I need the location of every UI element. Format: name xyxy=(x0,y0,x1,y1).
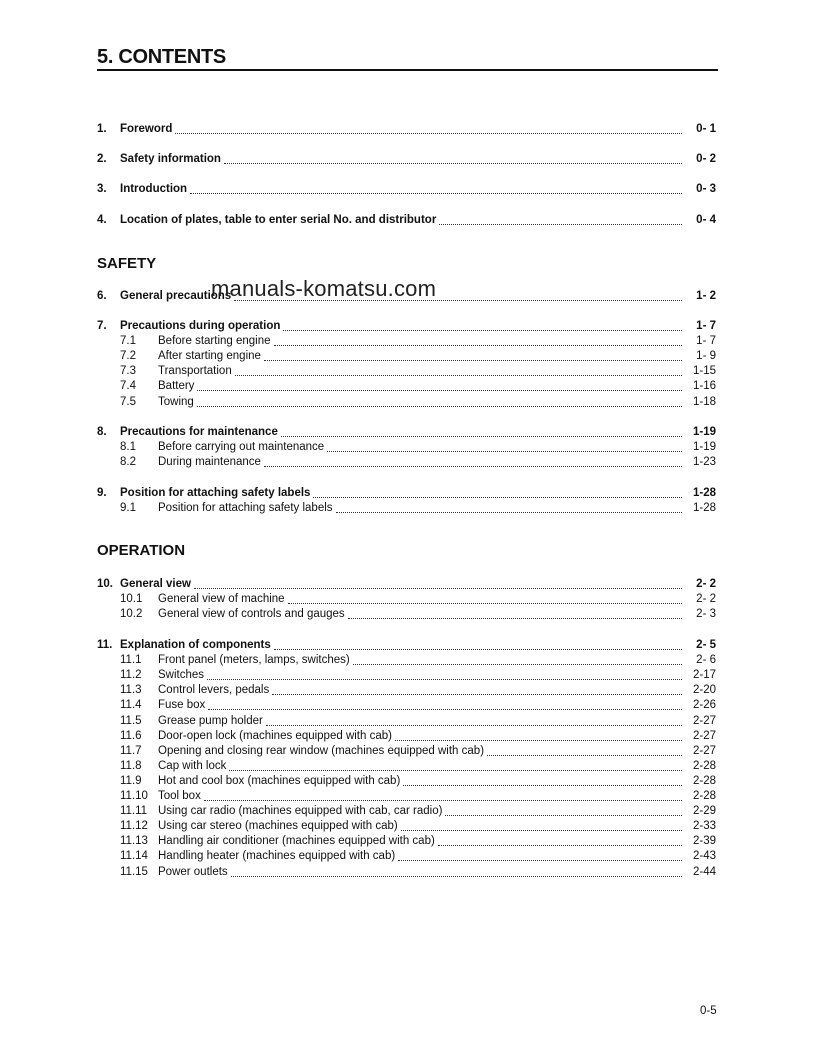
dot-leader xyxy=(398,860,682,861)
entry-page: 2-20 xyxy=(692,684,716,697)
entry-label: Handling heater (machines equipped with cab) xyxy=(158,850,396,863)
toc-entry[interactable] xyxy=(97,849,716,864)
dot-leader xyxy=(264,360,682,361)
entry-label: General view xyxy=(120,578,191,590)
entry-label: Location of plates, table to enter serial No. and distributor xyxy=(120,214,437,226)
entry-label: Transportation xyxy=(158,365,232,378)
entry-label: Using car radio (machines equipped with cab, car radio) xyxy=(158,805,443,818)
dot-leader xyxy=(274,345,682,346)
dot-leader xyxy=(336,512,682,513)
entry-label: Door-open lock (machines equipped with cab) xyxy=(158,729,392,742)
entry-label: Position for attaching safety labels xyxy=(158,502,333,515)
entry-page: 2-29 xyxy=(692,805,716,818)
toc-entry[interactable] xyxy=(97,213,716,228)
entry-page: 2-27 xyxy=(692,729,716,742)
entry-label: Handling air conditioner (machines equipped with cab) xyxy=(158,835,435,848)
toc-entry[interactable] xyxy=(97,729,716,744)
dot-leader xyxy=(264,466,682,467)
entry-label: General view of controls and gauges xyxy=(158,608,345,621)
entry-page: 1- 2 xyxy=(696,290,716,302)
entry-page: 1-16 xyxy=(692,380,716,393)
toc-entry[interactable] xyxy=(97,319,716,334)
entry-page: 2-27 xyxy=(692,744,716,757)
dot-leader xyxy=(487,755,682,756)
entry-page: 1-18 xyxy=(692,395,716,408)
entry-label: Grease pump holder xyxy=(158,714,263,727)
toc-entry[interactable] xyxy=(97,865,716,880)
dot-leader xyxy=(348,618,682,619)
entry-number: 8.1 xyxy=(120,441,136,454)
toc-entry[interactable] xyxy=(97,683,716,698)
entry-label: Fuse box xyxy=(158,699,206,712)
entry-label: General precautions xyxy=(120,290,232,302)
toc-entry[interactable] xyxy=(97,440,716,455)
toc-entry[interactable] xyxy=(97,122,716,137)
toc-entry[interactable] xyxy=(97,334,716,349)
dot-leader xyxy=(439,224,682,225)
entry-number: 7. xyxy=(97,320,107,332)
entry-label: Safety information xyxy=(120,153,221,165)
dot-leader xyxy=(266,725,682,726)
dot-leader xyxy=(208,709,682,710)
dot-leader xyxy=(353,664,682,665)
dot-leader xyxy=(281,436,682,437)
entry-label: Explanation of components xyxy=(120,639,271,651)
toc-entry[interactable] xyxy=(97,653,716,668)
dot-leader xyxy=(190,193,682,194)
toc-entry[interactable] xyxy=(97,577,716,592)
watermark: manuals-komatsu.com xyxy=(211,276,437,301)
entry-label: Using car stereo (machines equipped with cab) xyxy=(158,820,398,833)
entry-label: Precautions during operation xyxy=(120,320,281,332)
entry-number: 11.14 xyxy=(120,850,148,863)
entry-page: 0- 3 xyxy=(696,183,716,195)
entry-number: 7.1 xyxy=(120,335,136,348)
entry-number: 10. xyxy=(97,578,113,590)
dot-leader xyxy=(313,497,682,498)
entry-number: 11.3 xyxy=(120,684,142,697)
entry-page: 2- 5 xyxy=(696,639,716,651)
entry-page: 1- 7 xyxy=(696,335,716,348)
dot-leader xyxy=(395,740,682,741)
toc-entry[interactable] xyxy=(97,789,716,804)
entry-number: 7.4 xyxy=(120,380,136,393)
toc-entry[interactable] xyxy=(97,759,716,774)
entry-label: Introduction xyxy=(120,183,188,195)
entry-page: 2- 6 xyxy=(696,654,716,667)
dot-leader xyxy=(194,588,682,589)
dot-leader xyxy=(229,770,682,771)
dot-leader xyxy=(438,845,682,846)
toc-entry[interactable] xyxy=(97,592,716,607)
toc-entry[interactable] xyxy=(97,425,716,440)
toc-entry[interactable] xyxy=(97,638,716,653)
entry-label: Towing xyxy=(158,395,194,408)
toc-entry[interactable] xyxy=(97,819,716,834)
entry-page: 2-43 xyxy=(692,850,716,863)
entry-number: 8.2 xyxy=(120,456,136,469)
entry-page: 0- 4 xyxy=(696,214,716,226)
page-title: 5. CONTENTS xyxy=(97,46,226,68)
entry-label: Before starting engine xyxy=(158,335,271,348)
toc-entry[interactable] xyxy=(97,455,716,470)
entry-number: 11.11 xyxy=(120,805,148,818)
entry-page: 2- 3 xyxy=(696,608,716,621)
entry-label: Tool box xyxy=(158,790,201,802)
entry-number: 9.1 xyxy=(120,502,136,515)
entry-number: 11.4 xyxy=(120,699,142,712)
entry-label: Cap with lock xyxy=(158,759,227,772)
entry-page: 2- 2 xyxy=(696,578,716,590)
dot-leader xyxy=(175,133,682,134)
entry-label: Switches xyxy=(158,669,205,682)
entry-page: 1-28 xyxy=(692,487,716,499)
toc-entry[interactable] xyxy=(97,364,716,379)
entry-page: 1-19 xyxy=(692,441,716,454)
entry-page: 2-27 xyxy=(692,714,716,727)
entry-number: 11.12 xyxy=(120,820,148,833)
entry-number: 8. xyxy=(97,426,107,438)
entry-number: 11.13 xyxy=(120,835,148,848)
entry-label: Foreword xyxy=(120,123,173,135)
entry-page: 2-28 xyxy=(692,774,716,787)
entry-number: 11.10 xyxy=(120,790,148,802)
entry-label: Front panel (meters, lamps, switches) xyxy=(158,654,350,667)
entry-number: 2. xyxy=(97,153,107,165)
entry-label: Hot and cool box (machines equipped with cab) xyxy=(158,774,401,787)
entry-number: 10.1 xyxy=(120,593,143,606)
toc-entry[interactable] xyxy=(97,698,716,713)
dot-leader xyxy=(283,330,682,331)
section-heading: SAFETY xyxy=(97,255,157,272)
entry-number: 11.8 xyxy=(120,759,142,772)
entry-page: 2-28 xyxy=(692,759,716,772)
entry-number: 11.6 xyxy=(120,729,142,742)
entry-page: 2-39 xyxy=(692,835,716,848)
page-number: 0-5 xyxy=(700,1005,717,1017)
entry-page: 1-28 xyxy=(692,502,716,515)
entry-label: Before carrying out maintenance xyxy=(158,441,325,454)
entry-number: 11.15 xyxy=(120,865,148,878)
dot-leader xyxy=(224,163,682,164)
toc-entry[interactable] xyxy=(97,349,716,364)
toc-entry[interactable] xyxy=(97,607,716,622)
section-heading: OPERATION xyxy=(97,542,186,559)
entry-page: 2-28 xyxy=(692,790,716,802)
entry-label: General view of machine xyxy=(158,593,285,606)
dot-leader xyxy=(327,451,682,452)
entry-number: 11.1 xyxy=(120,654,142,667)
entry-label: Opening and closing rear window (machines equipped with cab) xyxy=(158,744,485,757)
dot-leader xyxy=(445,815,682,816)
entry-page: 2-44 xyxy=(692,865,716,878)
dot-leader xyxy=(231,876,682,877)
entry-page: 1-15 xyxy=(692,365,716,378)
dot-leader xyxy=(235,375,682,376)
toc-entry[interactable] xyxy=(97,714,716,729)
entry-page: 0- 1 xyxy=(696,123,716,135)
entry-number: 11.9 xyxy=(120,774,142,787)
entry-number: 9. xyxy=(97,487,107,499)
entry-number: 7.2 xyxy=(120,350,136,363)
entry-number: 11.2 xyxy=(120,669,142,682)
toc-entry[interactable] xyxy=(97,834,716,849)
entry-page: 1-23 xyxy=(692,456,716,469)
toc-entry[interactable] xyxy=(97,804,716,819)
entry-number: 11.5 xyxy=(120,714,142,727)
dot-leader xyxy=(272,694,682,695)
dot-leader xyxy=(403,785,682,786)
entry-page: 2-33 xyxy=(692,820,716,833)
entry-label: Power outlets xyxy=(158,865,228,878)
dot-leader xyxy=(204,800,682,801)
toc-entry[interactable] xyxy=(97,152,716,167)
entry-label: Battery xyxy=(158,380,195,393)
entry-number: 11.7 xyxy=(120,744,142,757)
entry-number: 7.3 xyxy=(120,365,136,378)
toc-entry[interactable] xyxy=(97,486,716,501)
entry-label: Control levers, pedals xyxy=(158,684,270,697)
toc-entry[interactable] xyxy=(97,379,716,394)
toc-entry[interactable] xyxy=(97,744,716,759)
entry-page: 1- 9 xyxy=(696,350,716,363)
title-rule xyxy=(97,69,718,71)
dot-leader xyxy=(274,649,682,650)
dot-leader xyxy=(197,390,682,391)
entry-label: Position for attaching safety labels xyxy=(120,487,311,499)
entry-number: 6. xyxy=(97,290,107,302)
toc-entry[interactable] xyxy=(97,668,716,683)
entry-number: 3. xyxy=(97,183,107,195)
entry-page: 1- 7 xyxy=(696,320,716,332)
entry-number: 11. xyxy=(97,639,113,651)
entry-page: 1-19 xyxy=(692,426,716,438)
entry-label: After starting engine xyxy=(158,350,261,363)
toc-entry[interactable] xyxy=(97,182,716,197)
entry-label: During maintenance xyxy=(158,456,261,469)
entry-page: 0- 2 xyxy=(696,153,716,165)
entry-number: 4. xyxy=(97,214,107,226)
entry-label: Precautions for maintenance xyxy=(120,426,278,438)
dot-leader xyxy=(207,679,682,680)
toc-entry[interactable] xyxy=(97,501,716,516)
entry-page: 2- 2 xyxy=(696,593,716,606)
toc-entry[interactable] xyxy=(97,774,716,789)
entry-number: 10.2 xyxy=(120,608,143,621)
entry-number: 7.5 xyxy=(120,395,136,408)
dot-leader xyxy=(288,603,682,604)
toc-entry[interactable] xyxy=(97,395,716,410)
entry-number: 1. xyxy=(97,123,107,135)
entry-page: 2-17 xyxy=(692,669,716,682)
dot-leader xyxy=(197,406,682,407)
dot-leader xyxy=(401,830,682,831)
entry-page: 2-26 xyxy=(692,699,716,712)
